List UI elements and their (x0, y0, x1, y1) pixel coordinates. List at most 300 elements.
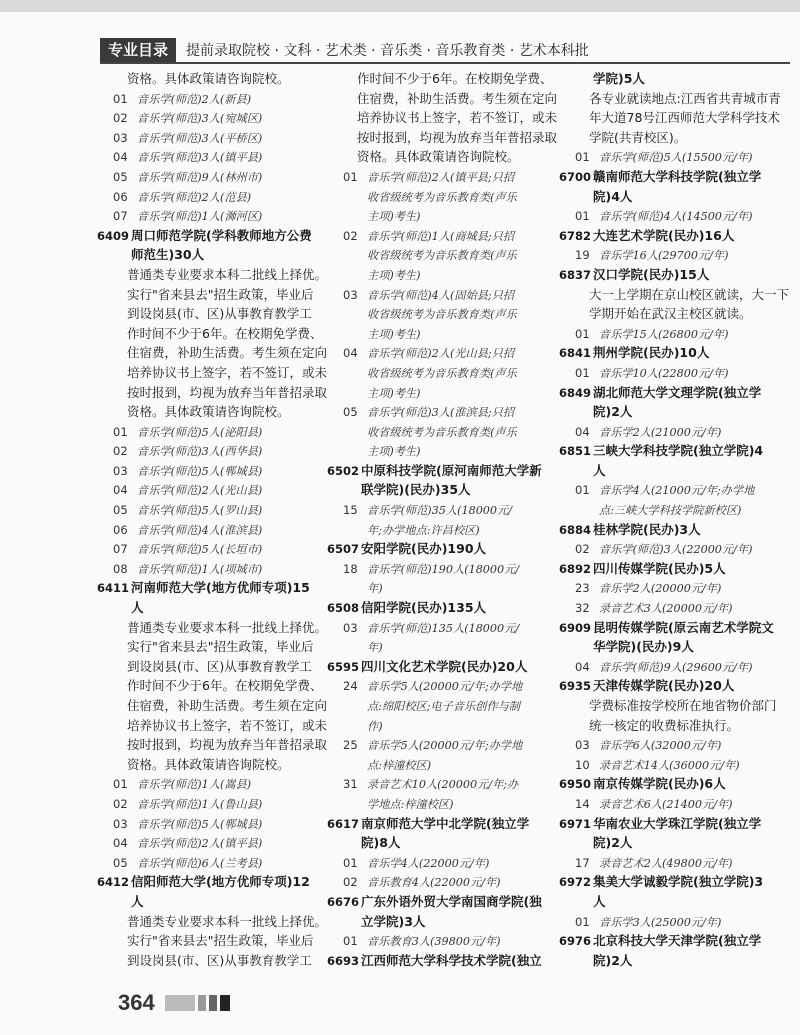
page-number: 364 (118, 990, 155, 1015)
footer-bar (209, 995, 217, 1011)
school-name: 周口师范学院(学科教师地方公费 (131, 227, 312, 243)
program-text: 音乐学6人(32000元/年) (599, 739, 722, 753)
school-entry (559, 558, 787, 578)
school-name-continued (565, 891, 787, 911)
school-entry (559, 519, 787, 539)
school-name-continued (103, 597, 315, 617)
policy-note (103, 675, 323, 695)
policy-note (103, 695, 328, 715)
school-name: 信阳师范大学(地方优师专项)12 (131, 874, 310, 890)
school-code: 6972 (559, 875, 592, 890)
school-code: 6411 (97, 581, 130, 596)
footer-bar (220, 995, 230, 1011)
program-code: 05 (343, 405, 358, 420)
program-item (565, 479, 787, 499)
policy-note (103, 401, 315, 421)
school-name: 荆州学院(民办)10人 (593, 345, 710, 361)
program-item-continued (333, 382, 555, 402)
program-code: 03 (575, 738, 590, 753)
program-text: 音乐学(师范)3人(西华县) (137, 445, 263, 459)
program-text: 音乐学10人(22800元/年) (599, 366, 729, 380)
school-name-continuation: 人 (131, 600, 144, 616)
program-item-continued (333, 244, 555, 264)
policy-note-text: 普通类专业要求本科二批线上择优。 (127, 266, 328, 282)
program-code: 03 (113, 130, 128, 145)
school-name: 三峡大学科技学院(独立学院)4 (593, 443, 764, 459)
policy-note (103, 636, 315, 656)
program-item (333, 773, 555, 793)
program-text: 音乐学(师范)5人(泌阳县) (137, 425, 263, 439)
program-text: 音乐学(师范)5人(15500元/年) (599, 151, 753, 165)
program-code: 04 (575, 424, 590, 439)
program-item-continued (333, 636, 555, 656)
policy-note-text: 作时间不少于6年。在校期免学费、 (357, 71, 553, 86)
program-code: 04 (113, 483, 128, 498)
column-3 (559, 68, 790, 969)
program-code: 04 (113, 836, 128, 851)
program-code: 02 (113, 444, 128, 459)
policy-note-text: 普通类专业要求本科一批线上择优。 (127, 913, 328, 929)
school-entry (97, 871, 315, 891)
program-item (565, 911, 787, 931)
program-text-continuation: 点:三峡大学科技学院新校区) (599, 504, 742, 518)
school-code: 6971 (559, 816, 592, 831)
policy-note-text: 学期开始在武汉主校区就读。 (589, 306, 752, 322)
policy-note-text: 实行"省来县去"招生政策，毕业后 (127, 933, 314, 949)
program-text-continuation: 收省级统考为音乐教育类(声乐 (367, 190, 517, 204)
program-item (333, 734, 555, 754)
program-code: 19 (575, 248, 590, 263)
program-item-continued (333, 440, 555, 460)
school-name-continuation: 人 (593, 893, 606, 909)
policy-note (103, 754, 315, 774)
school-name-continuation: 院)2人 (593, 835, 633, 851)
program-text: 音乐学(师范)135人(18000元/ (367, 621, 520, 635)
program-item (565, 362, 787, 382)
program-code: 01 (343, 169, 358, 184)
program-text: 音乐学5人(20000元/年;办学地 (367, 739, 523, 753)
school-code: 6892 (559, 561, 592, 576)
program-code: 03 (113, 816, 128, 831)
program-item (103, 773, 315, 793)
program-text: 音乐学(师范)3人(镇平县) (137, 151, 263, 165)
school-name: 汉口学院(民办)15人 (593, 266, 710, 282)
program-text: 录音艺术3人(20000元/年) (599, 602, 733, 616)
program-item-continued (333, 577, 555, 597)
program-item (565, 323, 787, 343)
school-name-continued (565, 68, 787, 88)
school-entry (559, 675, 787, 695)
program-item (333, 852, 555, 872)
school-entry (327, 950, 555, 970)
column-1 (97, 68, 328, 969)
program-item (103, 499, 315, 519)
program-item (333, 558, 555, 578)
school-name-continuation: 院)4人 (593, 188, 633, 204)
program-item-continued (333, 205, 555, 225)
school-code: 6849 (559, 385, 592, 400)
program-text: 录音艺术6人(21400元/年) (599, 797, 733, 811)
school-name-continued (565, 186, 787, 206)
program-text-continuation: 主项)考生) (367, 327, 421, 341)
program-text: 音乐学(师范)190人(18000元/ (367, 562, 520, 576)
program-item-continued (333, 421, 555, 441)
program-code: 04 (113, 150, 128, 165)
program-text-continuation: 年) (367, 641, 383, 655)
policy-note-text: 住宿费，补助生活费。考生须在定向 (127, 345, 328, 361)
program-code: 02 (343, 228, 358, 243)
school-name: 江西师范大学科学技术学院(独立 (361, 952, 542, 968)
school-name-continuation: 华学院)(民办)9人 (593, 639, 694, 655)
program-text: 音乐学4人(21000元/年;办学地 (599, 484, 755, 498)
school-name: 中原科技学院(原河南师范大学新 (361, 462, 542, 478)
school-entry (327, 597, 555, 617)
program-item (565, 852, 787, 872)
program-code: 14 (575, 796, 590, 811)
program-item-continued (333, 186, 555, 206)
school-name: 河南师范大学(地方优师专项)15 (131, 580, 310, 596)
program-text: 音乐教育4人(22000元/年) (367, 876, 501, 890)
school-code: 6409 (97, 228, 130, 243)
program-item (333, 342, 555, 362)
program-code: 24 (343, 679, 358, 694)
school-entry (559, 617, 787, 637)
program-text: 音乐学(师范)2人(镇平县;只招 (367, 170, 515, 184)
program-code: 03 (343, 620, 358, 635)
program-text: 音乐学(师范)1人(嵩县) (137, 778, 252, 792)
school-name-continuation: 人 (131, 893, 144, 909)
program-text-continuation: 年;办学地点:许昌校区) (367, 523, 480, 537)
program-code: 25 (343, 738, 358, 753)
policy-note-text: 实行"省来县去"招生政策，毕业后 (127, 639, 314, 655)
policy-note (103, 342, 328, 362)
policy-note (333, 107, 558, 127)
school-entry (327, 891, 555, 911)
program-item-continued (565, 499, 787, 519)
program-item (333, 499, 555, 519)
school-code: 6412 (97, 875, 130, 890)
program-text-continuation: 点:绵阳校区;电子音乐创作与制 (367, 700, 520, 713)
policy-note-text: 培养协议书上签字，若不签订，或未 (127, 717, 328, 733)
school-name-continued (333, 479, 555, 499)
school-code: 6782 (559, 228, 592, 243)
program-code: 02 (113, 796, 128, 811)
program-code: 01 (113, 777, 128, 792)
school-code: 6851 (559, 444, 592, 459)
program-text-continuation: 主项)考生) (367, 445, 421, 459)
school-name: 广东外语外贸大学南国商学院(独 (361, 893, 542, 909)
program-text: 音乐学(师范)3人(淮滨县;只招 (367, 406, 515, 420)
program-text: 音乐学4人(22000元/年) (367, 856, 490, 870)
program-item (333, 617, 555, 637)
program-item (103, 519, 315, 539)
program-item (565, 538, 787, 558)
school-entry (559, 342, 787, 362)
school-name: 集美大学诚毅学院(独立学院)3 (593, 874, 764, 890)
program-item-continued (333, 754, 555, 774)
school-name-continuation: 联学院)(民办)35人 (361, 482, 471, 498)
policy-note (333, 68, 555, 88)
program-code: 06 (113, 189, 128, 204)
program-item-continued (333, 793, 555, 813)
school-entry (559, 382, 787, 402)
school-entry (559, 773, 787, 793)
program-text: 音乐学(师范)3人(22000元/年) (599, 543, 753, 557)
school-entry (327, 656, 555, 676)
program-code: 07 (113, 209, 128, 224)
program-text: 音乐学(师范)4人(淮滨县) (137, 523, 263, 537)
program-text: 录音艺术14人(36000元/年) (599, 758, 740, 772)
school-name: 南京传媒学院(民办)6人 (593, 776, 726, 792)
program-text: 录音艺术10人(20000元/年;办 (367, 778, 519, 792)
program-item (103, 479, 315, 499)
program-code: 01 (575, 365, 590, 380)
program-item (565, 754, 787, 774)
program-item (565, 597, 787, 617)
policy-note-text: 年大道78号江西师范大学科学技术 (589, 110, 780, 126)
program-code: 06 (113, 522, 128, 537)
school-entry (559, 440, 787, 460)
policy-note (565, 88, 787, 108)
program-code: 01 (575, 150, 590, 165)
policy-note-text: 大一上学期在京山校区就读，大一下 (589, 286, 790, 302)
program-text: 音乐学(师范)5人(罗山县) (137, 504, 263, 518)
policy-note (565, 127, 787, 147)
policy-note (103, 323, 323, 343)
school-code: 6502 (327, 463, 360, 478)
program-text: 录音艺术2人(49800元/年) (599, 856, 733, 870)
program-item (333, 166, 555, 186)
school-code: 6837 (559, 267, 592, 282)
policy-note (103, 303, 315, 323)
program-text-continuation: 年) (367, 582, 383, 596)
program-text: 音乐学(师范)1人(浉河区) (137, 210, 263, 224)
policy-note-text: 到设岗县(市、区)从事教育教学工 (127, 306, 312, 322)
school-name-continuation: 院)8人 (361, 835, 401, 851)
program-text: 音乐学(师范)1人(鲁山县) (137, 797, 263, 811)
policy-note-text: 实行"省来县去"招生政策，毕业后 (127, 286, 314, 302)
policy-note (103, 362, 328, 382)
program-text: 音乐学(师范)35人(18000元/ (367, 504, 513, 518)
school-name: 湖北师范大学文理学院(独立学 (593, 384, 762, 400)
program-item (103, 793, 315, 813)
program-code: 03 (113, 463, 128, 478)
school-code: 6909 (559, 620, 592, 635)
page-footer (118, 990, 230, 1016)
program-text: 音乐学(师范)4人(14500元/年) (599, 210, 753, 224)
program-item (333, 930, 555, 950)
school-name: 信阳学院(民办)135人 (361, 600, 487, 616)
school-name-continued (565, 460, 787, 480)
program-text: 音乐学2人(21000元/年) (599, 425, 722, 439)
program-item (565, 656, 787, 676)
program-item (103, 460, 315, 480)
footer-bar (198, 995, 206, 1011)
program-text-continuation: 收省级统考为音乐教育类(声乐 (367, 366, 517, 380)
school-name: 南京师范大学中北学院(独立学 (361, 815, 530, 831)
policy-note (103, 382, 328, 402)
program-item (103, 440, 315, 460)
program-text: 音乐学(师范)5人(郸城县) (137, 464, 263, 478)
school-name: 华南农业大学珠江学院(独立学 (593, 815, 762, 831)
school-name: 四川传媒学院(民办)5人 (593, 560, 726, 576)
program-text-continuation: 主项)考生) (367, 386, 421, 400)
program-text: 音乐学2人(20000元/年) (599, 582, 722, 596)
program-code: 01 (343, 934, 358, 949)
program-text: 音乐学(师范)9人(29600元/年) (599, 660, 753, 674)
header-rule (100, 62, 790, 64)
program-code: 10 (575, 757, 590, 772)
program-code: 05 (113, 503, 128, 518)
policy-note-text: 到设岗县(市、区)从事教育教学工 (127, 658, 312, 674)
school-name-continuation: 院)2人 (593, 404, 633, 420)
school-code: 6595 (327, 659, 360, 674)
program-text: 音乐学15人(26800元/年) (599, 327, 729, 341)
policy-note-text: 统一核定的收费标准执行。 (589, 717, 740, 733)
program-code: 01 (575, 483, 590, 498)
school-name: 四川文化艺术学院(民办)20人 (361, 658, 528, 674)
program-code: 01 (575, 326, 590, 341)
school-code: 6841 (559, 346, 592, 361)
program-text-continuation: 收省级统考为音乐教育类(声乐 (367, 249, 517, 263)
program-code: 15 (343, 503, 358, 518)
policy-note-text: 培养协议书上签字，若不签订，或未 (127, 364, 328, 380)
program-item-continued (333, 715, 555, 735)
program-code: 31 (343, 777, 358, 792)
footer-bar (165, 995, 195, 1011)
policy-note-text: 资格。具体政策请咨询院校。 (127, 404, 290, 420)
program-item (103, 832, 315, 852)
program-text: 音乐学16人(29700元/年) (599, 249, 729, 263)
school-code: 6617 (327, 816, 360, 831)
program-text-continuation: 主项)考生) (367, 268, 421, 282)
school-entry (327, 538, 555, 558)
program-text: 音乐教育3人(39800元/年) (367, 935, 501, 949)
program-code: 01 (575, 209, 590, 224)
program-text-continuation: 收省级统考为音乐教育类(声乐 (367, 308, 517, 322)
school-name-continuation: 院)2人 (593, 952, 633, 968)
program-text-continuation: 学地点:梓潼校区) (367, 797, 454, 811)
program-item (103, 558, 315, 578)
program-code: 04 (343, 346, 358, 361)
policy-note (103, 950, 315, 970)
program-code: 01 (575, 914, 590, 929)
program-text: 音乐学(师范)3人(平桥区) (137, 131, 263, 145)
school-name: 大连艺术学院(民办)16人 (593, 227, 735, 243)
program-item (103, 421, 315, 441)
school-name-continued (565, 636, 787, 656)
school-name: 桂林学院(民办)3人 (593, 521, 701, 537)
policy-note (333, 127, 558, 147)
policy-note (103, 264, 328, 284)
program-text: 音乐学(师范)6人(兰考县) (137, 856, 263, 870)
school-name-continuation: 人 (593, 462, 606, 478)
program-code: 03 (343, 287, 358, 302)
policy-note-text: 培养协议书上签字，若不签订，或未 (357, 110, 558, 126)
school-code: 6935 (559, 679, 592, 694)
program-text: 音乐学(师范)5人(郸城县) (137, 817, 263, 831)
policy-note-text: 作时间不少于6年。在校期免学费、 (127, 678, 323, 694)
school-name-continued (333, 911, 555, 931)
school-name-continued (103, 244, 315, 264)
program-item (565, 734, 787, 754)
school-code: 6884 (559, 522, 592, 537)
program-item (565, 421, 787, 441)
school-name-continued (103, 891, 315, 911)
school-code: 6976 (559, 934, 592, 949)
program-item (103, 186, 315, 206)
program-item (565, 205, 787, 225)
school-name-continuation: 立学院)3人 (361, 913, 426, 929)
program-code: 05 (113, 855, 128, 870)
school-entry (559, 166, 787, 186)
program-code: 02 (113, 111, 128, 126)
program-code: 18 (343, 561, 358, 576)
policy-note (103, 68, 315, 88)
program-item-continued (333, 362, 555, 382)
page-header (100, 38, 790, 62)
policy-note (565, 303, 787, 323)
policy-note (565, 107, 787, 127)
school-name-continuation: 学院)5人 (593, 71, 645, 86)
program-text: 音乐学(师范)2人(镇平县) (137, 837, 263, 851)
column-2 (327, 68, 558, 969)
top-page-band (0, 0, 800, 12)
policy-note-text: 普通类专业要求本科一批线上择优。 (127, 619, 328, 635)
policy-note-text: 资格。具体政策请咨询院校。 (357, 149, 520, 165)
program-code: 01 (113, 424, 128, 439)
header-category-path: 提前录取院校 · 文科 · 艺术类 · 音乐类 · 音乐教育类 · 艺术本科批 (186, 43, 589, 59)
program-text: 音乐学3人(25000元/年) (599, 915, 722, 929)
school-name: 赣南师范大学科技学院(独立学 (593, 168, 762, 184)
program-code: 02 (343, 875, 358, 890)
policy-note (103, 715, 328, 735)
program-code: 04 (575, 659, 590, 674)
program-item (565, 577, 787, 597)
policy-note-text: 学院(共青校区)。 (589, 129, 687, 145)
program-text-continuation: 主项)考生) (367, 210, 421, 224)
program-item (103, 852, 315, 872)
program-item (565, 244, 787, 264)
program-item (333, 401, 555, 421)
school-entry (559, 930, 787, 950)
school-name-continued (333, 832, 555, 852)
school-name-continued (565, 832, 787, 852)
program-item (333, 284, 555, 304)
school-name-continued (565, 950, 787, 970)
policy-note-text: 到设岗县(市、区)从事教育教学工 (127, 952, 312, 968)
program-item-continued (333, 695, 555, 715)
school-entry (559, 225, 787, 245)
policy-note-text: 住宿费，补助生活费。考生须在定向 (127, 698, 328, 713)
school-entry (327, 813, 555, 833)
policy-note (103, 734, 328, 754)
program-item (103, 127, 315, 147)
program-item (333, 225, 555, 245)
school-name: 昆明传媒学院(原云南艺术学院文 (593, 619, 774, 635)
program-code: 02 (575, 542, 590, 557)
program-code: 17 (575, 855, 590, 870)
school-name: 北京科技大学天津学院(独立学 (593, 933, 762, 949)
policy-note (333, 88, 558, 108)
program-item (103, 88, 315, 108)
policy-note (565, 695, 787, 715)
school-code: 6508 (327, 601, 360, 616)
policy-note-text: 各专业就读地点:江西省共青城市青 (589, 90, 781, 106)
program-item (565, 793, 787, 813)
program-code: 05 (113, 169, 128, 184)
school-entry (559, 871, 787, 891)
